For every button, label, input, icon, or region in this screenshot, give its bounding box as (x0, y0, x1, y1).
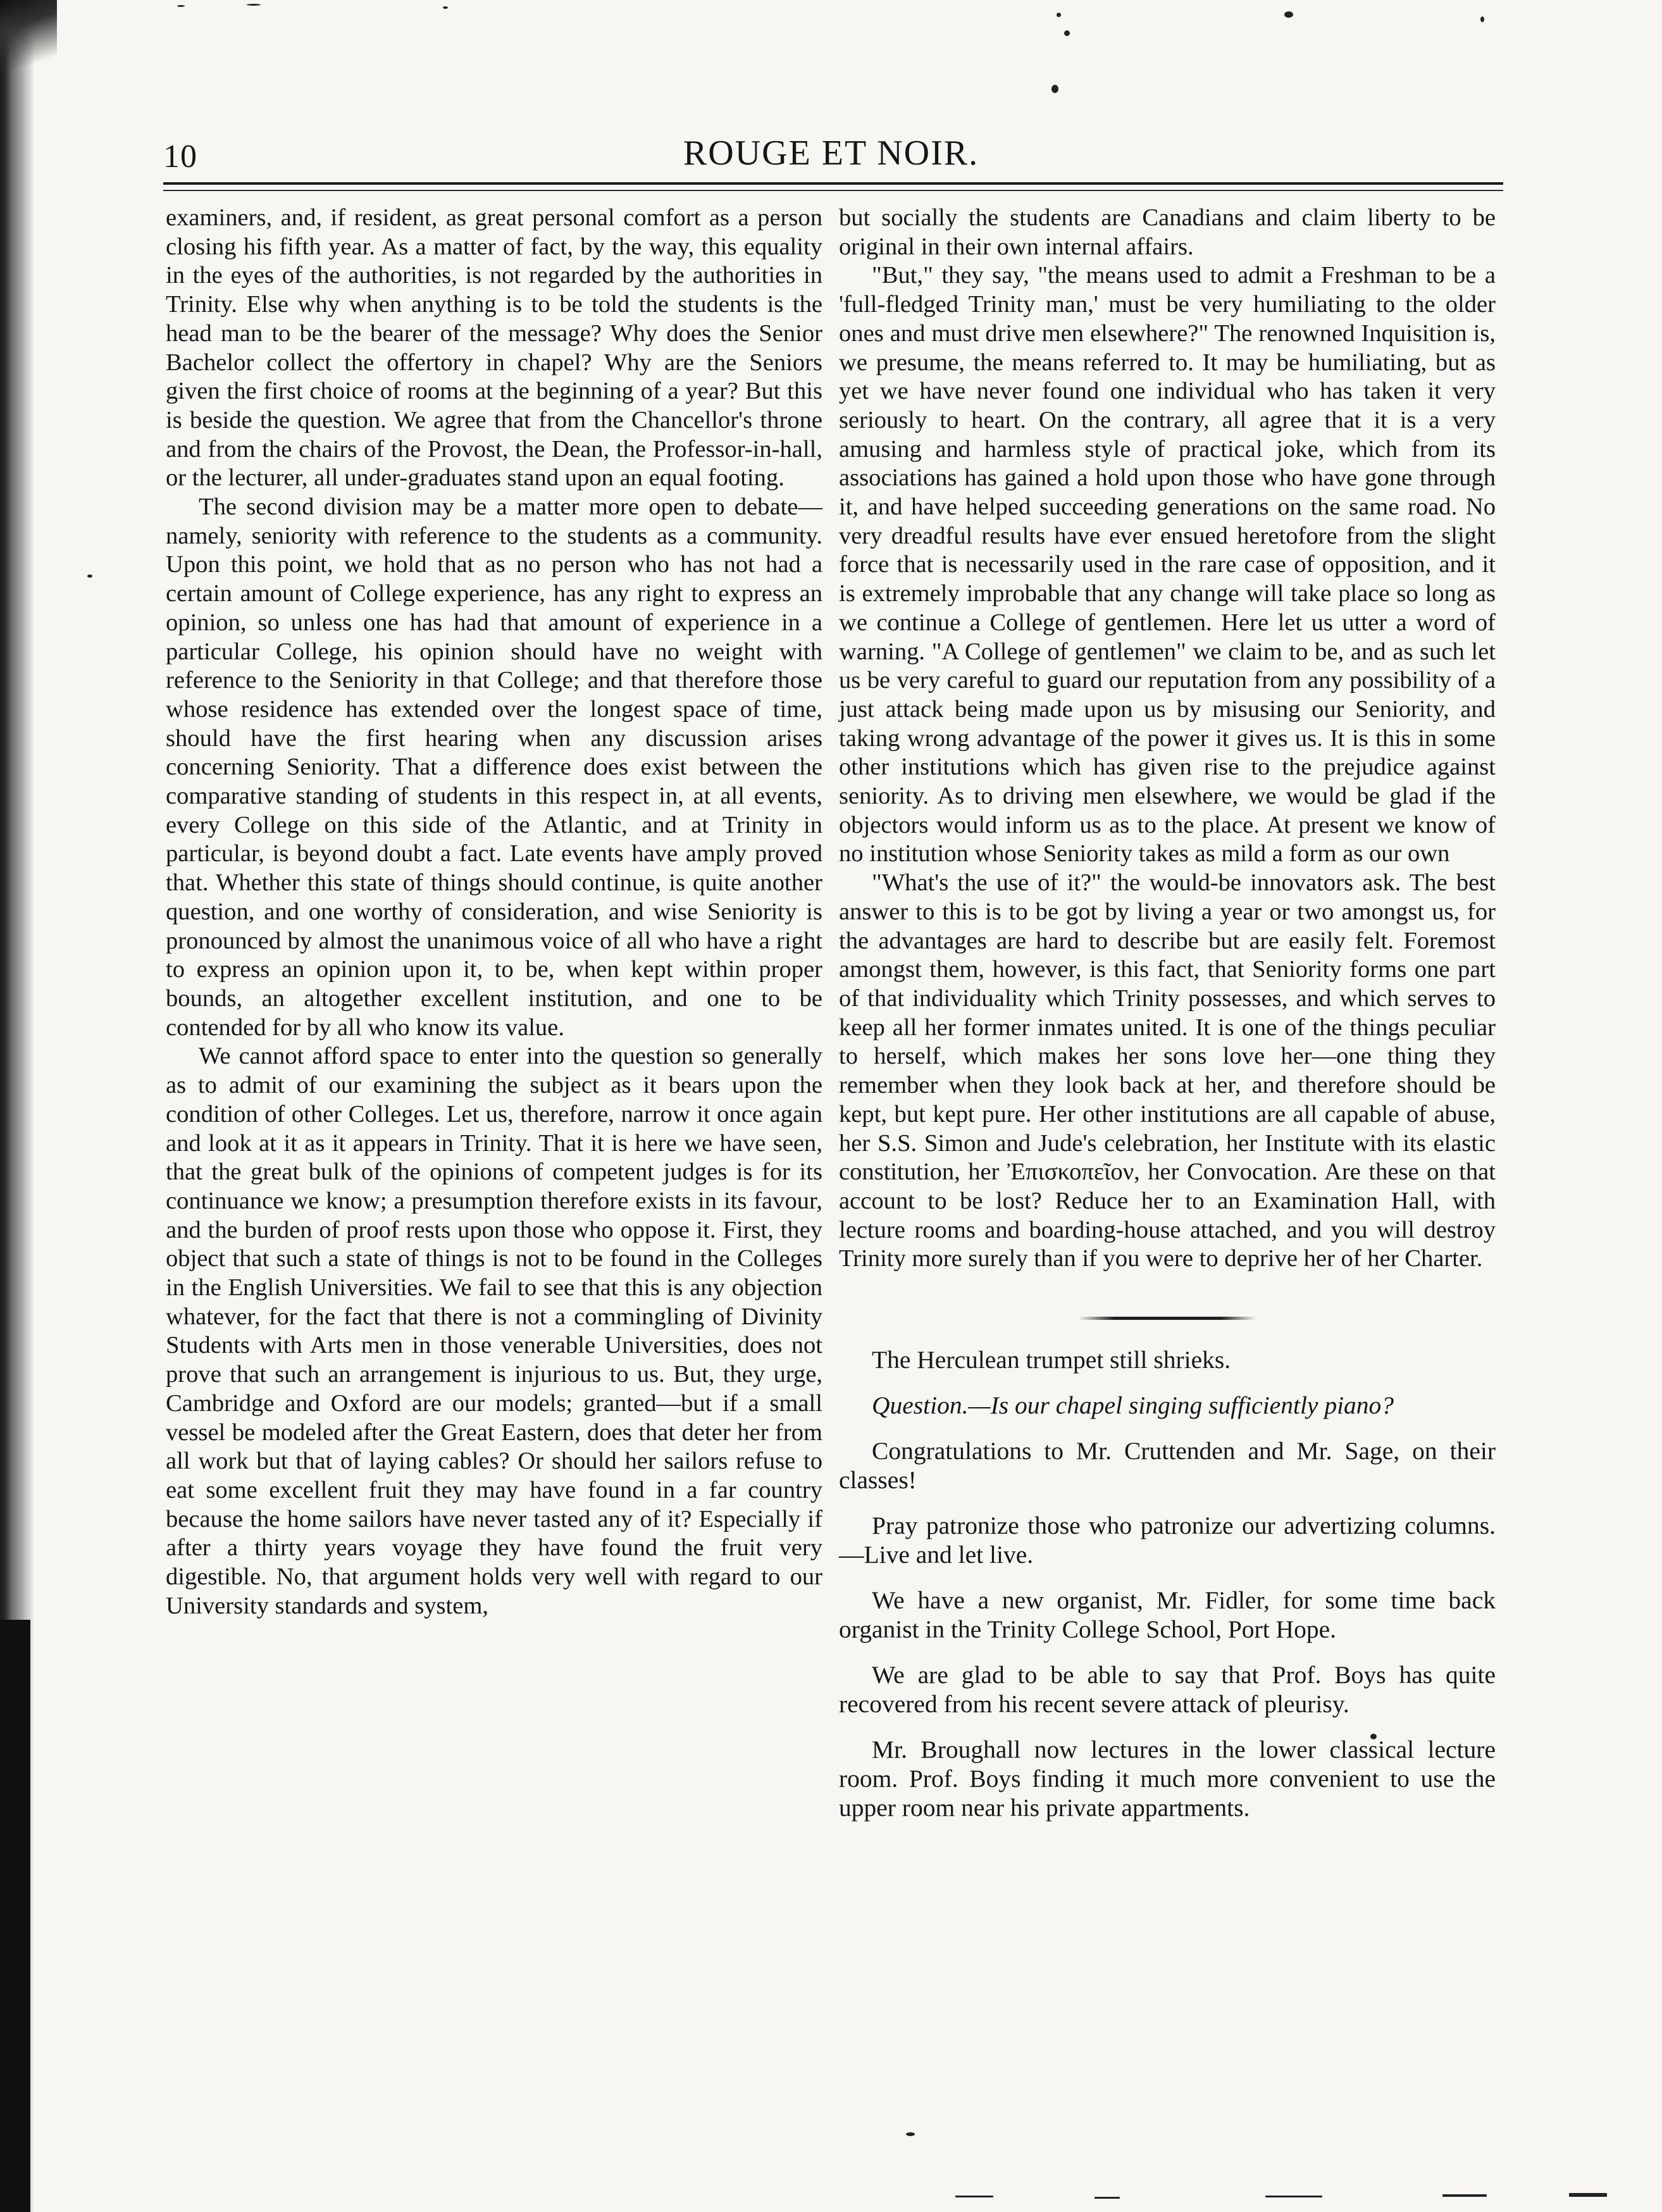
note-item: The Herculean trumpet still shrieks. (872, 1346, 1231, 1374)
note-item: We have a new organist, Mr. Fidler, for some time back organist in the Trinity College School, Port Hope. (839, 1586, 1496, 1644)
note-item: Question.—Is our chapel singing sufficiently piano? (872, 1391, 1394, 1420)
article-paragraph: "What's the use of it?" the would-be innovators ask. The best answer to this is to be got by living a year or two amongst us, for the advantages are hard to describe but are easily felt. Foremost amongst them, however, is this fact, that Seniority forms one part of that individuality which Trinity possesses, and which serves to keep all her former inmates united. It is one of the things peculiar to herself, which makes her sons love her—one thing they remember when they look back at her, and therefore should be kept, but kept pure. Her other institutions are all capable of abuse, her S.S. Simon and Jude's celebration, her Institute with its elastic constitution, her Ἐπισκοπεῖον, her Convocation. Are these on that account to be lost? Reduce her to an Examination Hall, with lecture rooms and boarding-house attached, and you will destroy Trinity more surely than if you were to deprive her of her Charter. (839, 869, 1496, 1272)
scan-dot (1064, 30, 1070, 36)
scan-dot (906, 2132, 915, 2136)
scan-dot (87, 575, 92, 578)
section-divider (1079, 1317, 1256, 1320)
scan-corner-mark (0, 0, 57, 89)
bottom-scan-specks (822, 2170, 1645, 2208)
college-notes (839, 1345, 1496, 1822)
header-rule-thin (163, 190, 1503, 191)
page-number: 10 (163, 139, 197, 175)
right-column (839, 204, 1496, 1839)
header-rule (163, 182, 1503, 185)
article-paragraph: "But," they say, "the means used to admit a Freshman to be a 'full-fledged Trinity man,' must be very humiliating to the older ones and must drive men elsewhere?" The renowned Inquisition is, we presume, the means referred to. It may be humiliating, but as yet we have never found one individual who has taken it very seriously to heart. On the contrary, all agree that it is a very amusing and harmless style of practical joke, which from its associations has gained a hold upon those who have gone through it, and have helped succeeding generations on the same road. No very dreadful results have ever ensued heretofore from the slight force that is necessarily used in the rare case of opposition, and it is extremely improbable that any change will take place so long as we continue a College of gentlemen. Here let us utter a word of warning. "A College of gentlemen" we claim to be, and as such let us be very careful to guard our reputation from any possibility of a just attack being made upon us by misusing our Seniority, and taking wrong advantage of the power it gives us. It is this in some other institutions which has given rise to the prejudice against seniority. As to driving men elsewhere, we would be glad if the objectors would inform us as to the place. At present we know of no institution whose Seniority takes as mild a form as our own (839, 262, 1496, 867)
left-column (166, 204, 822, 1620)
scan-page-edge (0, 0, 35, 2212)
note-item: Pray patronize those who patronize our advertizing columns.—Live and let live. (839, 1512, 1496, 1569)
note-item: Congratulations to Mr. Cruttenden and Mr. Sage, on their classes! (839, 1437, 1496, 1494)
scan-dot (1051, 85, 1058, 93)
article-paragraph: but socially the students are Canadians and claim liberty to be original in their own internal affairs. (839, 204, 1496, 260)
masthead-title: ROUGE ET NOIR. (683, 134, 979, 173)
article-paragraph: The second division may be a matter more open to debate—namely, seniority with reference to the students as a community. Upon this point, we hold that as no person who has not had a certain amount of College experience, has any right to express an opinion, so unless one has had that amount of experience in a particular College, his opinion should have no weight with reference to the Seniority in that College; and that therefore those whose residence has extended over the longest space of time, should have the first hearing when any discussion arises concerning Seniority. That a difference does exist between the comparative standing of students in this respect in, at all events, every College on this side of the Atlantic, and at Trinity in particular, is beyond doubt a fact. Late events have amply proved that. Whether this state of things should continue, is quite another question, and one worthy of consideration, and wise Seniority is pronounced by almost the unanimous voice of all who have a right to express an opinion upon it, to be, when kept within proper bounds, an altogether excellent institution, and one to be contended for by all who know its value. (166, 494, 822, 1041)
article-paragraph: examiners, and, if resident, as great personal comfort as a person closing his fifth year. As a matter of fact, by the way, this equality in the eyes of the authorities, is not regarded by the authorities in Trinity. Else why when anything is to be told the students is the head man to be the bearer of the message? Why does the Senior Bachelor collect the offertory in chapel? Why are the Seniors given the first choice of rooms at the beginning of a year? But this is beside the question. We agree that from the Chancellor's throne and from the chairs of the Provost, the Dean, the Professor-in-hall, or the lecturer, all under-graduates stand upon an equal footing. (166, 204, 822, 492)
article-paragraph: We cannot afford space to enter into the question so generally as to admit of our examining the subject as it bears upon the condition of other Colleges. Let us, therefore, narrow it once again and look at it as it appears in Trinity. That it is here we have seen, that the great bulk of the opinions of competent judges is for its continuance we know; a presumption therefore exists in its favour, and the burden of proof rests upon those who oppose it. First, they object that such a state of things is not to be found in the Colleges in the English Universities. We fail to see that this is any objection whatever, for the fact that there is not a commingling of Divinity Students with Arts men in those venerable Universities, does not prove that such an arrangement is injurious to us. But, they urge, Cambridge and Oxford are our models; granted—but if a small vessel be modeled after the Great Eastern, does that deter her from all work but that of laying cables? Or should her sailors refuse to eat some excellent fruit they may have found in a far country because the home sailors have never tasted any of it? Especially if after a thirty years voyage they have found the fruit very digestible. No, that argument holds very well with regard to our University standards and system, (166, 1043, 822, 1619)
note-item: Mr. Broughall now lectures in the lower classical lecture room. Prof. Boys finding it much more convenient to use the upper room near his private appartments. (839, 1736, 1496, 1822)
top-scan-specks (177, 0, 1506, 25)
note-item: We are glad to be able to say that Prof. Boys has quite recovered from his recent severe attack of pleurisy. (839, 1661, 1496, 1718)
